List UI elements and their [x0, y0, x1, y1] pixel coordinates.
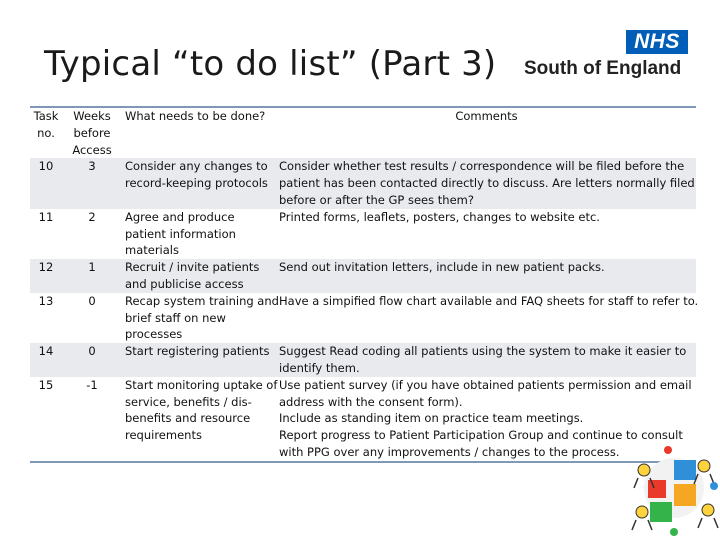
header-weeks: Weeks before Access	[72, 109, 112, 157]
cell-what	[122, 343, 276, 377]
comment-line: Use patient survey (if you have obtained patients permission and email	[279, 377, 692, 392]
comment-line: Send out invitation letters, include in new patient packs.	[279, 260, 605, 275]
comment-line: Have a simpified flow chart available and FAQ sheets for staff to refer to.	[279, 293, 699, 308]
table-row	[30, 158, 696, 208]
cell-weeks: 3	[88, 159, 96, 174]
cell-weeks: 0	[88, 344, 96, 359]
header-what: What needs to be done?	[125, 109, 266, 123]
what-line: processes	[125, 327, 183, 342]
cell-task-no: 11	[38, 209, 54, 224]
comment-line: Report progress to Patient Participation Group and continue to consult	[279, 428, 683, 443]
cell-task-no: 10	[38, 159, 54, 174]
what-line: patient information	[125, 226, 236, 241]
what-line: brief staff on new	[125, 310, 226, 325]
what-line: Agree and produce	[125, 209, 235, 224]
table-header-row	[30, 108, 696, 158]
cell-comments	[276, 158, 696, 208]
cell-comments	[276, 259, 696, 293]
comment-line: identify them.	[279, 360, 360, 375]
table-row	[30, 293, 699, 343]
nhs-logo-region: South of England	[524, 58, 682, 79]
what-line: Recruit / invite patients	[125, 260, 260, 275]
comment-line: Include as standing item on practice team meetings.	[279, 411, 584, 426]
what-line: service, benefits / dis-	[125, 394, 252, 409]
todo-table	[30, 106, 699, 463]
what-line: Start registering patients	[125, 344, 270, 359]
nhs-logo	[520, 30, 690, 86]
comment-line: Suggest Read coding all patients using the system to make it easier to	[279, 344, 687, 359]
cell-what	[122, 293, 279, 343]
cell-what	[122, 259, 276, 293]
cell-what	[122, 158, 276, 208]
table-row	[30, 343, 696, 377]
cell-weeks: 2	[88, 209, 96, 224]
what-line: benefits and resource	[125, 411, 251, 426]
what-line: record-keeping protocols	[125, 176, 268, 191]
cell-weeks: -1	[86, 377, 98, 392]
comment-line: before or after the GP sees them?	[279, 192, 474, 207]
header-comments: Comments	[455, 109, 518, 123]
comment-line: address with the consent form).	[279, 394, 463, 409]
cell-what	[122, 209, 276, 259]
what-line: Start monitoring uptake of	[125, 377, 278, 392]
cell-comments	[276, 343, 696, 377]
table-row	[30, 209, 696, 259]
puzzle-people-icon	[628, 440, 720, 540]
what-line: requirements	[125, 428, 202, 443]
comment-line: with PPG over any improvements / changes to the process.	[279, 444, 620, 459]
cell-task-no: 14	[38, 344, 54, 359]
what-line: Consider any changes to	[125, 159, 268, 174]
cell-task-no: 15	[38, 377, 54, 392]
cell-weeks: 0	[88, 293, 96, 308]
comment-line: patient has been contacted directly to discuss. Are letters normally filed	[279, 176, 695, 191]
what-line: materials	[125, 243, 179, 258]
slide-title: Typical “to do list” (Part 3)	[44, 44, 497, 84]
what-line: and publicise access	[125, 276, 244, 291]
comment-line: Consider whether test results / correspondence will be filed before the	[279, 159, 685, 174]
table-row	[30, 259, 696, 293]
table-row	[30, 377, 696, 461]
header-task-no: Task no.	[33, 109, 59, 140]
cell-task-no: 12	[38, 260, 54, 275]
cell-comments	[276, 209, 696, 259]
table-body	[30, 158, 699, 460]
what-line: Recap system training and	[125, 293, 279, 308]
cell-task-no: 13	[38, 293, 54, 308]
cell-what	[122, 377, 276, 461]
cell-comments	[276, 293, 699, 343]
cell-weeks: 1	[88, 260, 96, 275]
nhs-logo-mark: NHS	[626, 30, 688, 54]
comment-line: Printed forms, leaflets, posters, changes to website etc.	[279, 209, 600, 224]
